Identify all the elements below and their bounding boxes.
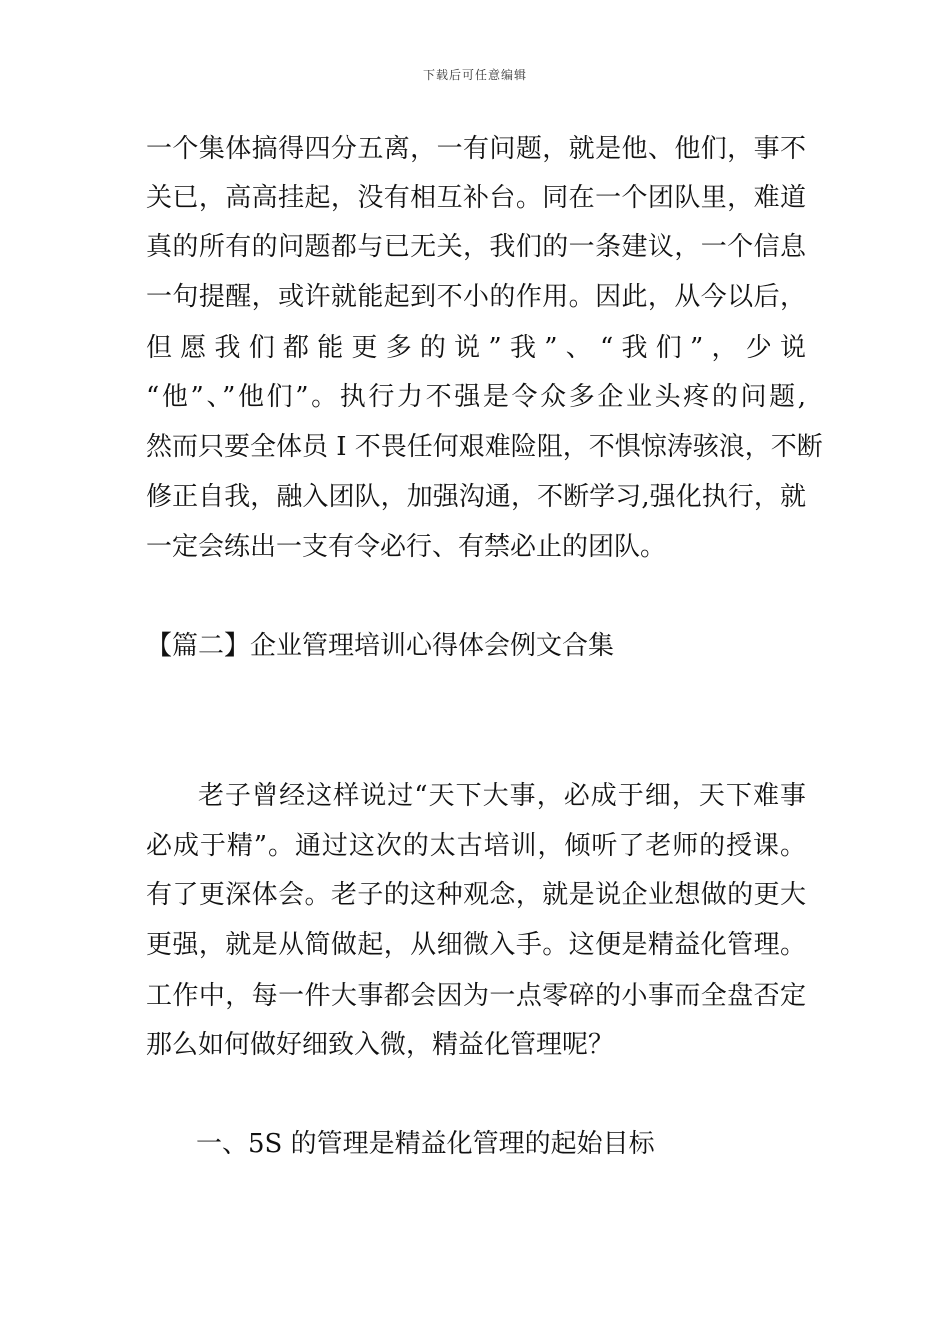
paragraph-1-line: 修正自我，融入团队，加强沟通，不断学习,强化执行，就 <box>146 482 806 512</box>
paragraph-1-line: “他”、”他们”。执行力不强是令众多企业头疼的问题, <box>146 382 806 412</box>
paragraph-1-line: 一句提醒，或许就能起到不小的作用。因此，从今以后， <box>146 282 806 312</box>
paragraph-1-line: 一个集体搞得四分五离，一有问题，就是他、他们，事不 <box>146 134 806 164</box>
paragraph-1-line: 真的所有的问题都与已无关，我们的一条建议，一个信息 <box>146 232 806 262</box>
paragraph-1-line: 然而只要全体员 I 不畏任何艰难险阻，不惧惊涛骇浪，不断 <box>146 432 823 462</box>
paragraph-2-line: 老子曾经这样说过“天下大事，必成于细，天下难事 <box>198 781 806 811</box>
paragraph-1-line: 关已，高高挂起，没有相互补台。同在一个团队里，难道 <box>146 183 806 213</box>
paragraph-2-line: 有了更深体会。老子的这种观念，就是说企业想做的更大 <box>146 880 806 910</box>
paragraph-2-line: 工作中，每一件大事都会因为一点零碎的小事而全盘否定 <box>146 981 806 1011</box>
paragraph-1-line: 一定会练出一支有令必行、有禁必止的团队。 <box>146 532 667 562</box>
paragraph-2-line: 更强，就是从简做起，从细微入手。这便是精益化管理。 <box>146 930 806 960</box>
paragraph-2-line: 必成于精”。通过这次的太古培训，倾听了老师的授课。 <box>146 831 806 861</box>
section-heading: 【篇二】企业管理培训心得体会例文合集 <box>146 631 615 661</box>
header-note: 下载后可任意编辑 <box>422 68 527 82</box>
subheading: 一、5S 的管理是精益化管理的起始目标 <box>196 1129 655 1159</box>
paragraph-1-line: 但愿我们都能更多的说”我”、“我们”，少说 <box>146 333 806 363</box>
paragraph-2-line: 那么如何做好细致入微，精益化管理呢？ <box>146 1030 615 1060</box>
